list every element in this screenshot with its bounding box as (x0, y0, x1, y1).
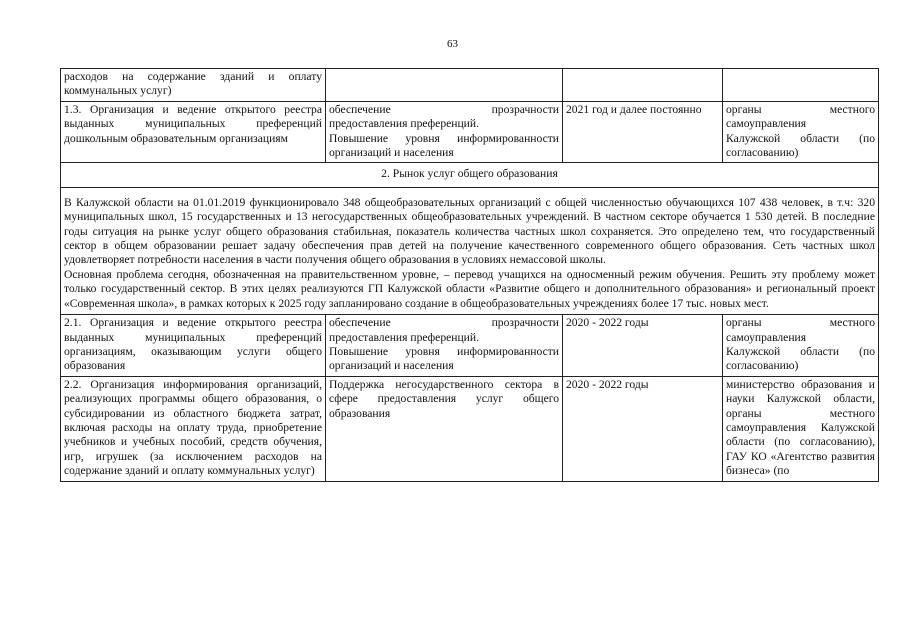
result-line: обеспечение прозрачности (329, 316, 559, 330)
table-row-1-3 (61, 101, 879, 163)
page-number: 63 (447, 38, 458, 50)
measures-table (60, 68, 879, 482)
result-cell (326, 69, 563, 102)
narrative-paragraph: В Калужской области на 01.01.2019 функционировало 348 общеобразовательных организаций с общей численностью обучающихся 107 438 человек, в т.ч: 320 муниципальных школ, 15 государственных и 13 негосударственных общеобразовательных учреждений. В частном секторе обучается 1 530 детей. В последние годы ситуация на рынке услуг общего образования стабильная, показатель количества частных школ сохраняется. Это определено тем, что государственный сектор в общем образовании решает задачу обеспечения прав детей на получение качественного современного общего образования. Сеть частных школ удовлетворяет потребности населения в части получения общего образования в условиях немассовой школы. (64, 195, 875, 267)
measure-cell: расходов на содержание зданий и оплату коммунальных услуг) (61, 69, 326, 102)
responsible-cell: министерство образования и науки Калужской области, органы местного самоуправления Калужской области (по согласованию), ГАУ КО «Агентство развития бизнеса» (по (723, 376, 879, 481)
measure-cell: 2.2. Организация информирования организаций, реализующих программы общего образования, о субсидировании из областного бюджета затрат, включая расходы на оплату труда, приобретение учебников и учебных пособий, средств обучения, игр, игрушек (за исключением расходов на содержание зданий и оплату коммунальных услуг) (61, 376, 326, 481)
result-cell: обеспечение прозрачности предоставления преференций. Повышение уровня информированности организаций и населения (326, 315, 563, 377)
section-title: 2. Рынок услуг общего образования (61, 163, 879, 187)
result-cell: Поддержка негосударственного сектора в сфере предоставления услуг общего образования (326, 376, 563, 481)
measure-cell: 1.3. Организация и ведение открытого реестра выданных муниципальных преференций дошкольным образовательным организациям (61, 101, 326, 163)
responsible-cell (723, 69, 879, 102)
result-cell: обеспечение прозрачности предоставления преференций. Повышение уровня информированности организаций и населения (326, 101, 563, 163)
narrative-row (61, 187, 879, 314)
table-row-continuation (61, 69, 879, 102)
result-line: обеспечение прозрачности (329, 102, 559, 116)
deadline-cell: 2020 - 2022 годы (563, 315, 723, 377)
responsible-cell: органы местного самоуправления Калужской области (по согласованию) (723, 315, 879, 377)
deadline-cell: 2021 год и далее постоянно (563, 101, 723, 163)
responsible-cell: органы местного самоуправления Калужской области (по согласованию) (723, 101, 879, 163)
table-row-2-2 (61, 376, 879, 481)
table-row-2-1 (61, 315, 879, 377)
narrative-cell (61, 187, 879, 314)
deadline-cell: 2020 - 2022 годы (563, 376, 723, 481)
responsible-line: органы местного (726, 316, 875, 330)
narrative-paragraph: Основная проблема сегодня, обозначенная на правительственном уровне, – перевод учащихся на односменный режим обучения. Решить эту проблему может только государственный сектор. В этих целях реализуются ГП Калужской области «Развитие общего и дополнительного образования» и региональный проект «Современная школа», в рамках которых к 2025 году запланировано создание в общеобразовательных учреждениях более 17 тыс. новых мест. (64, 267, 875, 310)
measure-cell: 2.1. Организация и ведение открытого реестра выданных муниципальных преференций организациям, оказывающим услуги общего образования (61, 315, 326, 377)
deadline-cell (563, 69, 723, 102)
section-heading-row (61, 163, 879, 187)
responsible-line: органы местного (726, 102, 875, 116)
